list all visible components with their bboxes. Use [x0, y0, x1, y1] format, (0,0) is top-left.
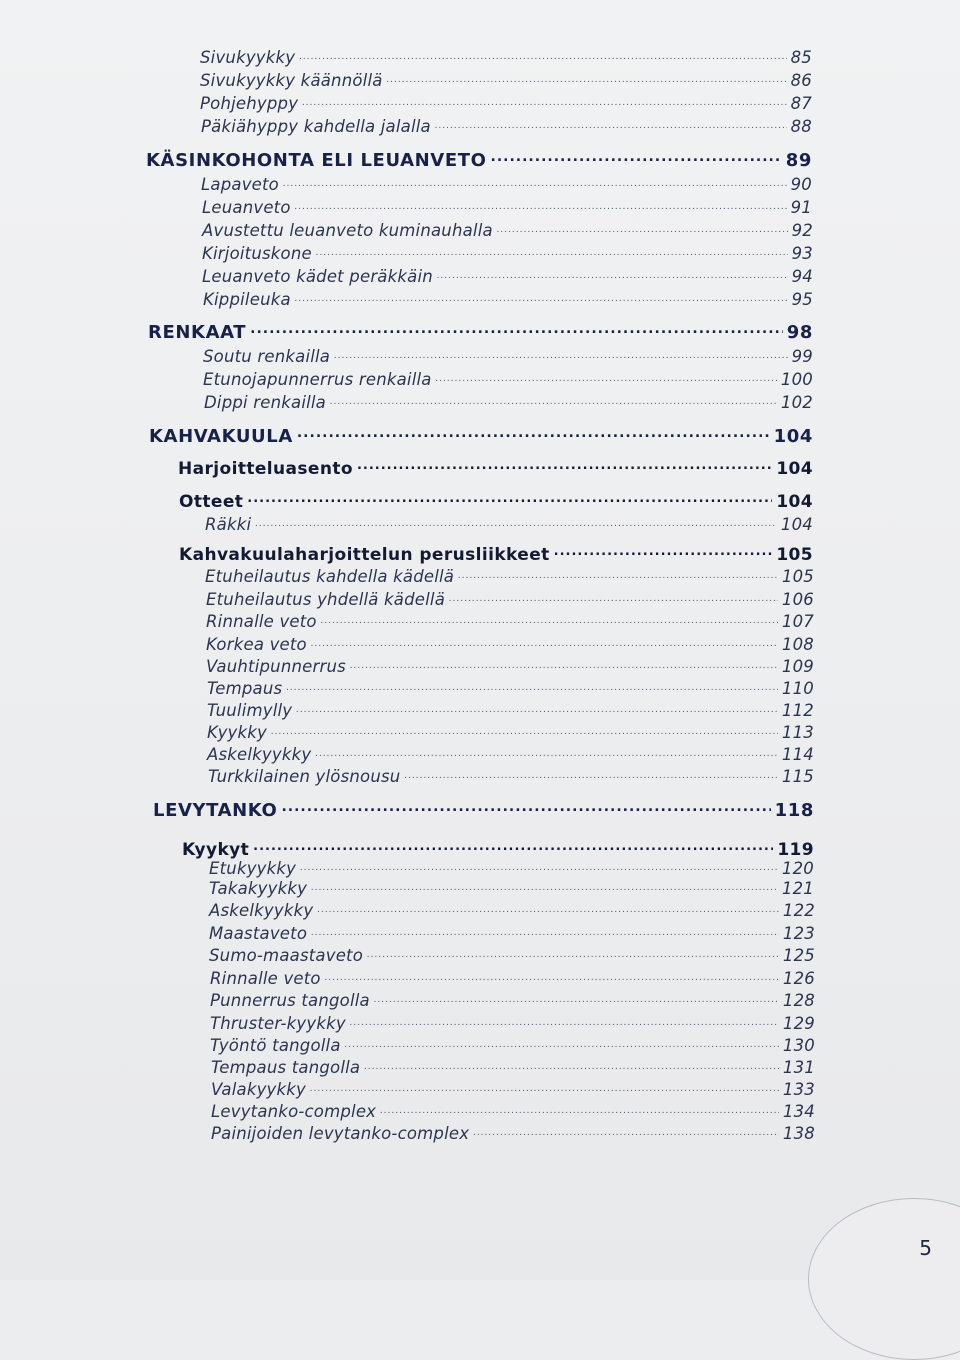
toc-entry-label: Leuanveto kädet peräkkäin [202, 266, 433, 286]
dot-leader [311, 922, 779, 939]
toc-entry [211, 1122, 815, 1143]
toc-entry-page-number: 131 [782, 1057, 815, 1077]
dot-leader [283, 173, 787, 190]
toc-entry-label: Rinnalle veto [206, 611, 317, 631]
dot-leader [345, 1034, 779, 1051]
toc-entry-label: KAHVAKUULA [149, 426, 293, 447]
toc-entry-label: Korkea veto [206, 634, 307, 654]
toc-entry-label: Punnerrus tangolla [210, 990, 370, 1010]
toc-entry-label: Pohjehyppy [200, 93, 299, 113]
dot-leader [380, 1100, 779, 1117]
toc-entry-page-number: 123 [782, 923, 815, 943]
toc-entry-page-number: 112 [781, 700, 814, 720]
toc-entry-page-number: 115 [781, 766, 814, 786]
toc-entry [206, 610, 814, 631]
dot-leader [300, 857, 778, 874]
toc-entry [209, 877, 814, 898]
toc-entry-label: Askelkyykky [209, 900, 314, 920]
toc-entry-page-number: 100 [780, 369, 813, 389]
toc-entry-page-number: 138 [782, 1123, 815, 1143]
toc-entry-page-number: 102 [780, 392, 813, 412]
toc-entry-page-number: 125 [782, 945, 815, 965]
toc-entry-label: Päkiähyppy kahdella jalalla [201, 116, 431, 136]
toc-entry-label: Räkki [205, 514, 252, 534]
toc-entry [207, 677, 814, 698]
toc-entry-label: Etuheilautus kahdella kädellä [205, 566, 455, 586]
dot-leader [250, 320, 783, 338]
toc-entry [207, 721, 814, 742]
toc-entry [204, 391, 813, 412]
toc-entry [209, 899, 815, 920]
toc-entry-label: Dippi renkailla [204, 392, 326, 412]
toc-entry-page-number: 105 [776, 545, 813, 565]
toc-entry-page-number: 133 [782, 1079, 815, 1099]
toc-entry-page-number: 107 [781, 611, 814, 631]
toc-entry-label: Kahvakuulaharjoittelun perusliikkeet [179, 545, 550, 565]
toc-entry-page-number: 119 [777, 840, 814, 860]
toc-entry [209, 944, 815, 965]
toc-entry [206, 588, 814, 609]
dot-leader [321, 610, 778, 627]
toc-subsection-entry [179, 543, 813, 565]
toc-entry [203, 345, 813, 366]
toc-entry-label: Rinnalle veto [210, 968, 321, 988]
dot-leader [296, 699, 778, 716]
toc-entry-label: Maastaveto [209, 923, 308, 943]
toc-entry-label: Harjoitteluasento [178, 459, 353, 479]
toc-entry [211, 1078, 815, 1099]
toc-entry-page-number: 114 [781, 744, 814, 764]
toc-entry [202, 242, 813, 263]
toc-entry-page-number: 86 [790, 70, 812, 90]
toc-entry-label: Sivukyykky käännöllä [200, 70, 383, 90]
toc-entry-label: Turkkilainen ylösnousu [208, 766, 401, 786]
dot-leader [491, 148, 782, 166]
toc-entry-label: Kirjoituskone [202, 243, 312, 263]
toc-entry-page-number: 134 [782, 1101, 815, 1121]
toc-entry [210, 989, 815, 1010]
toc-entry-page-number: 88 [790, 116, 812, 136]
toc-entry-page-number: 104 [776, 459, 813, 479]
dot-leader [330, 391, 777, 408]
toc-entry-label: Thruster-kyykky [210, 1013, 346, 1033]
dot-leader [310, 1078, 779, 1095]
toc-entry-label: Kyykky [207, 722, 267, 742]
toc-entry [206, 655, 814, 676]
toc-section-entry [153, 798, 814, 821]
toc-entry-page-number: 91 [790, 197, 812, 217]
toc-entry-label: Vauhtipunnerrus [206, 656, 346, 676]
dot-leader [295, 288, 788, 305]
toc-entry-page-number: 90 [790, 174, 812, 194]
dot-leader [435, 115, 787, 132]
toc-entry-page-number: 106 [781, 589, 814, 609]
toc-entry-page-number: 104 [780, 514, 813, 534]
toc-entry [209, 857, 814, 878]
toc-entry-page-number: 108 [781, 634, 814, 654]
toc-entry [202, 219, 813, 240]
dot-leader [387, 69, 787, 86]
dot-leader [350, 655, 778, 672]
toc-entry-page-number: 109 [781, 656, 814, 676]
dot-leader [255, 513, 777, 530]
toc-entry [207, 743, 814, 764]
dot-leader [334, 345, 787, 362]
dot-leader [299, 46, 786, 63]
toc-entry [208, 765, 814, 786]
toc-entry-page-number: 85 [790, 47, 812, 67]
toc-entry-label: Etukyykky [209, 858, 297, 878]
toc-entry [209, 922, 815, 943]
dot-leader [271, 721, 778, 738]
toc-entry-page-number: 93 [791, 243, 813, 263]
toc-entry-page-number: 105 [781, 566, 814, 586]
dot-leader [297, 424, 770, 442]
dot-leader [436, 368, 777, 385]
toc-entry-label: LEVYTANKO [153, 800, 278, 821]
toc-entry-page-number: 122 [782, 900, 815, 920]
toc-entry-page-number: 89 [785, 150, 812, 171]
toc-entry [211, 1056, 815, 1077]
toc-entry [201, 115, 812, 136]
toc-entry-label: Etunojapunnerrus renkailla [203, 369, 432, 389]
toc-entry-page-number: 129 [782, 1013, 815, 1033]
dot-leader [554, 543, 773, 560]
toc-entry-label: Tuulimylly [207, 700, 293, 720]
toc-entry-page-number: 98 [786, 322, 813, 343]
dot-leader [317, 899, 779, 916]
dot-leader [295, 196, 787, 213]
dot-leader [497, 219, 788, 236]
toc-entry [202, 265, 813, 286]
dot-leader [281, 798, 770, 816]
dot-leader [247, 490, 772, 507]
dot-leader [367, 944, 779, 961]
toc-entry [210, 1012, 815, 1033]
toc-entry-page-number: 95 [791, 289, 813, 309]
toc-entry [206, 633, 814, 654]
toc-entry-page-number: 120 [781, 858, 814, 878]
dot-leader [311, 877, 778, 894]
toc-entry-label: Valakyykky [211, 1079, 306, 1099]
toc-entry [203, 368, 813, 389]
toc-entry-label: Leuanveto [202, 197, 291, 217]
toc-entry [201, 173, 812, 194]
toc-entry [205, 513, 813, 534]
toc-entry-page-number: 126 [782, 968, 815, 988]
page-number: 5 [919, 1236, 932, 1260]
toc-entry-label: Tempaus tangolla [211, 1057, 361, 1077]
toc-entry-page-number: 87 [790, 93, 812, 113]
toc-entry-label: Levytanko-complex [211, 1101, 377, 1121]
toc-entry [200, 46, 812, 67]
toc-section-entry [149, 424, 813, 447]
dot-leader [253, 838, 773, 855]
toc-section-entry [148, 320, 813, 343]
toc-section-entry [146, 148, 812, 171]
toc-entry [210, 1034, 815, 1055]
toc-entry-page-number: 110 [781, 678, 814, 698]
toc-entry-label: Työntö tangolla [210, 1035, 341, 1055]
dot-leader [325, 967, 779, 984]
toc-entry-label: Painijoiden levytanko-complex [211, 1123, 470, 1143]
toc-entry-label: Kippileuka [203, 289, 291, 309]
toc-entry [207, 699, 814, 720]
toc-entry-label: Sumo-maastaveto [209, 945, 364, 965]
toc-entry-label: Avustettu leuanveto kuminauhalla [202, 220, 493, 240]
dot-leader [364, 1056, 779, 1073]
dot-leader [357, 457, 772, 474]
dot-leader [449, 588, 778, 605]
toc-entry-label: Sivukyykky [200, 47, 296, 67]
dot-leader [315, 743, 778, 760]
toc-subsection-entry [178, 457, 813, 479]
dot-leader [316, 242, 788, 259]
dot-leader [286, 677, 778, 694]
dot-leader [302, 92, 786, 109]
toc-entry-label: Kyykyt [182, 840, 250, 860]
toc-entry-label: Otteet [179, 492, 244, 512]
toc-subsection-entry [179, 490, 813, 512]
dot-leader [350, 1012, 779, 1029]
toc-entry-label: Lapaveto [201, 174, 279, 194]
toc-entry-label: Tempaus [207, 678, 283, 698]
toc-entry-page-number: 118 [774, 800, 814, 821]
toc-entry [205, 565, 814, 586]
toc-entry-label: RENKAAT [148, 322, 247, 343]
toc-entry-label: Takakyykky [209, 878, 308, 898]
toc-entry-page-number: 104 [776, 492, 813, 512]
toc-entry [203, 288, 813, 309]
toc-entry [210, 967, 815, 988]
dot-leader [437, 265, 788, 282]
toc-entry-page-number: 130 [782, 1035, 815, 1055]
toc-entry [202, 196, 812, 217]
toc-entry [200, 69, 812, 90]
toc-entry [200, 92, 812, 113]
toc-entry-label: Askelkyykky [207, 744, 312, 764]
toc-entry-label: Soutu renkailla [203, 346, 331, 366]
toc-entry-page-number: 94 [791, 266, 813, 286]
dot-leader [311, 633, 778, 650]
toc-entry-page-number: 104 [773, 426, 813, 447]
toc-entry-page-number: 121 [781, 878, 814, 898]
toc-entry-label: Etuheilautus yhdellä kädellä [206, 589, 446, 609]
toc-entry-page-number: 92 [791, 220, 813, 240]
toc-entry-page-number: 113 [781, 722, 814, 742]
toc-entry-label: KÄSINKOHONTA ELI LEUANVETO [146, 150, 487, 171]
dot-leader [458, 565, 778, 582]
toc-entry-page-number: 99 [791, 346, 813, 366]
toc-entry [211, 1100, 815, 1121]
dot-leader [374, 989, 779, 1006]
toc-entry-page-number: 128 [782, 990, 815, 1010]
dot-leader [473, 1122, 779, 1139]
dot-leader [404, 765, 777, 782]
